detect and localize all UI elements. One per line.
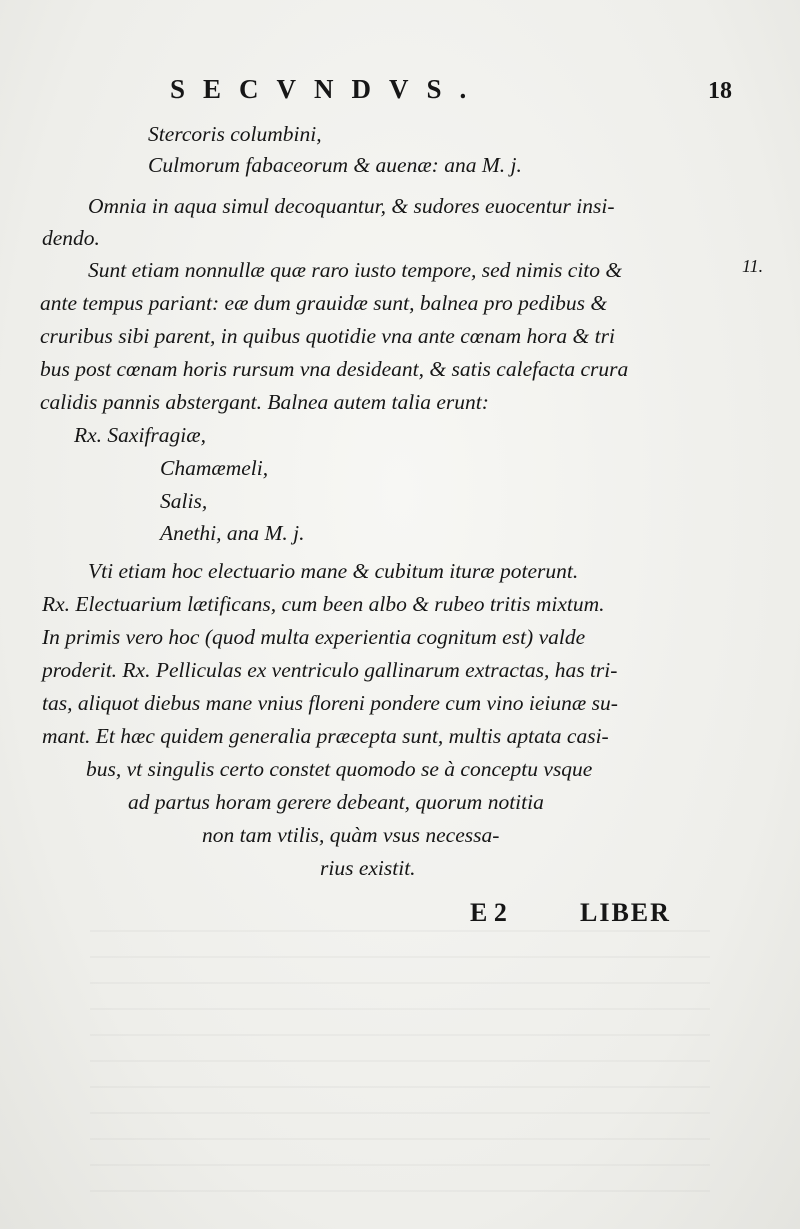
running-head bbox=[0, 72, 800, 112]
text-line: cruribus sibi parent, in quibus quotidie vna ante cœnam hora & tri bbox=[40, 324, 615, 348]
text-line: non tam vtilis, quàm vsus necessa- bbox=[202, 823, 500, 847]
text-line: calidis pannis abstergant. Balnea autem talia erunt: bbox=[40, 390, 489, 414]
text-line: ad partus horam gerere debeant, quorum notitia bbox=[128, 790, 544, 814]
text-line: mant. Et hæc quidem generalia præcepta sunt, multis aptata casi- bbox=[42, 724, 609, 748]
text-line: proderit. Rx. Pelliculas ex ventriculo gallinarum extractas, has tri- bbox=[42, 658, 618, 682]
folio-number: 18 bbox=[708, 78, 732, 104]
text-line: Vti etiam hoc electuario mane & cubitum ituræ poterunt. bbox=[88, 559, 579, 583]
text-line: In primis vero hoc (quod multa experientia cognitum est) valde bbox=[42, 625, 586, 649]
text-line: dendo. bbox=[42, 226, 100, 250]
text-line: Rx. Saxifragiæ, bbox=[74, 423, 206, 447]
text-line: bus post cœnam horis rursum vna desideant, & satis calefacta crura bbox=[40, 357, 629, 381]
text-line: Rx. Electuarium lætificans, cum been albo & rubeo tritis mixtum. bbox=[42, 592, 605, 616]
text-line: Anethi, ana M. j. bbox=[160, 521, 305, 545]
text-line: Omnia in aqua simul decoquantur, & sudores euocentur insi- bbox=[88, 194, 615, 218]
margin-note: 11. bbox=[742, 256, 764, 276]
text-line: rius existit. bbox=[320, 856, 416, 880]
text-line: Salis, bbox=[160, 489, 208, 513]
text-line: Chamæmeli, bbox=[160, 456, 269, 480]
running-title: SECVNDVS. bbox=[170, 74, 485, 104]
text-line: Stercoris columbini, bbox=[148, 122, 322, 146]
catchword: LIBER bbox=[580, 898, 671, 927]
text-line: bus, vt singulis certo constet quomodo se à conceptu vsque bbox=[86, 757, 593, 781]
text-line: tas, aliquot diebus mane vnius floreni pondere cum vino ieiunæ su- bbox=[42, 691, 618, 715]
show-through-texture bbox=[90, 930, 710, 1210]
signature-mark: E 2 bbox=[470, 898, 507, 927]
text-line: ante tempus pariant: eæ dum grauidæ sunt, balnea pro pedibus & bbox=[40, 291, 608, 315]
text-line: Sunt etiam nonnullæ quæ raro iusto tempore, sed nimis cito & bbox=[88, 258, 623, 282]
text-line: Culmorum fabaceorum & auenæ: ana M. j. bbox=[148, 153, 522, 177]
